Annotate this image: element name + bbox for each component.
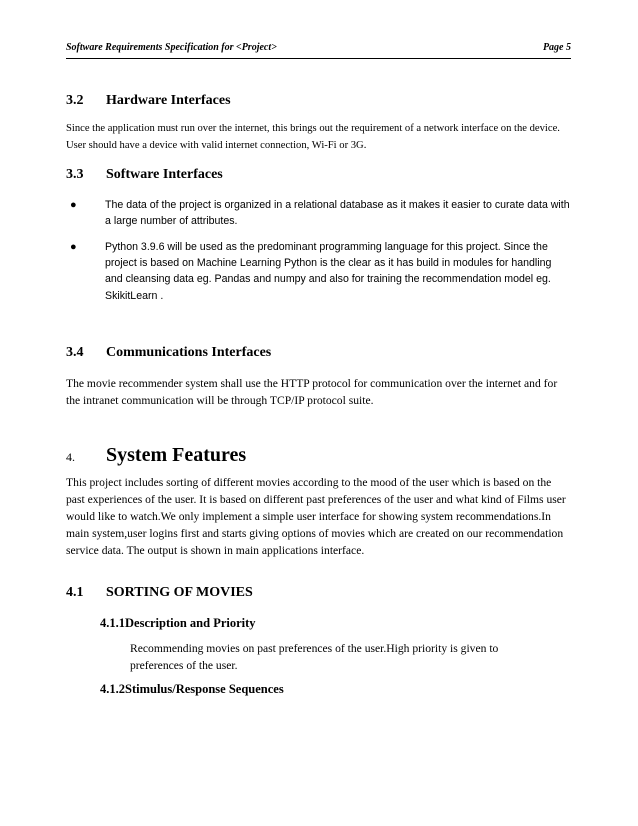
section-title: Communications Interfaces <box>106 345 272 360</box>
section-heading-4-1 <box>66 584 253 602</box>
bullet-icon: ● <box>70 199 77 211</box>
chapter-number: 4. <box>66 450 75 464</box>
description-priority-text: Recommending movies on past preferences of the user.High priority is given to preferences of the user. <box>130 642 499 672</box>
subsection-heading-4-1-2: 4.1.2Stimulus/Response Sequences <box>100 682 284 696</box>
list-item-text: Python 3.9.6 will be used as the predominant programming language for this project. Since the project is based on Machine Learning Python is the clear as it has build in modules for handling and cleansing data eg. Pandas and numpy and also for training the recommendation model eg. SkikitLearn . <box>105 241 552 302</box>
header-rule <box>66 58 571 59</box>
chapter-title: System Features <box>106 444 247 466</box>
hardware-interfaces-text: Since the application must run over the internet, this brings out the requirement of a network interface on the device. User should have a device with valid internet connection, Wi-Fi or 3G. <box>66 123 560 151</box>
section-number: 3.2 <box>66 93 84 108</box>
chapter-heading-4 <box>66 443 246 469</box>
list-item-text: The data of the project is organized in a relational database as it makes it easier to curate data with a large number of attributes. <box>105 199 570 228</box>
section-number: 4.1 <box>66 585 84 600</box>
communications-interfaces-text: The movie recommender system shall use the HTTP protocol for communication over the internet and for the intranet communication will be through TCP/IP protocol suite. <box>66 377 558 407</box>
section-heading-3-3 <box>66 166 223 184</box>
section-title: Software Interfaces <box>106 167 223 182</box>
section-number: 3.3 <box>66 167 84 182</box>
subsection-heading-4-1-1: 4.1.1Description and Priority <box>100 616 256 630</box>
section-title: SORTING OF MOVIES <box>106 585 253 600</box>
section-heading-3-4 <box>66 344 271 362</box>
bullet-icon: ● <box>70 241 77 253</box>
section-title: Hardware Interfaces <box>106 93 231 108</box>
header-page-number: Page 5 <box>542 42 571 53</box>
header-doc-title: Software Requirements Specification for <Project> <box>66 42 277 53</box>
system-features-text: This project includes sorting of different movies according to the mood of the user which is based on the past experiences of the user. It is based on different past preferences of the user and what kind of Films user would like to watch.We only implement a simple user interface for showing system recommendations.In main system,user logins first and starts giving options of movies which are created on our recommendation service data. The output is shown in main applications interface. <box>66 476 566 557</box>
section-number: 3.4 <box>66 345 84 360</box>
section-heading-3-2 <box>66 92 231 110</box>
page-header <box>66 41 571 57</box>
